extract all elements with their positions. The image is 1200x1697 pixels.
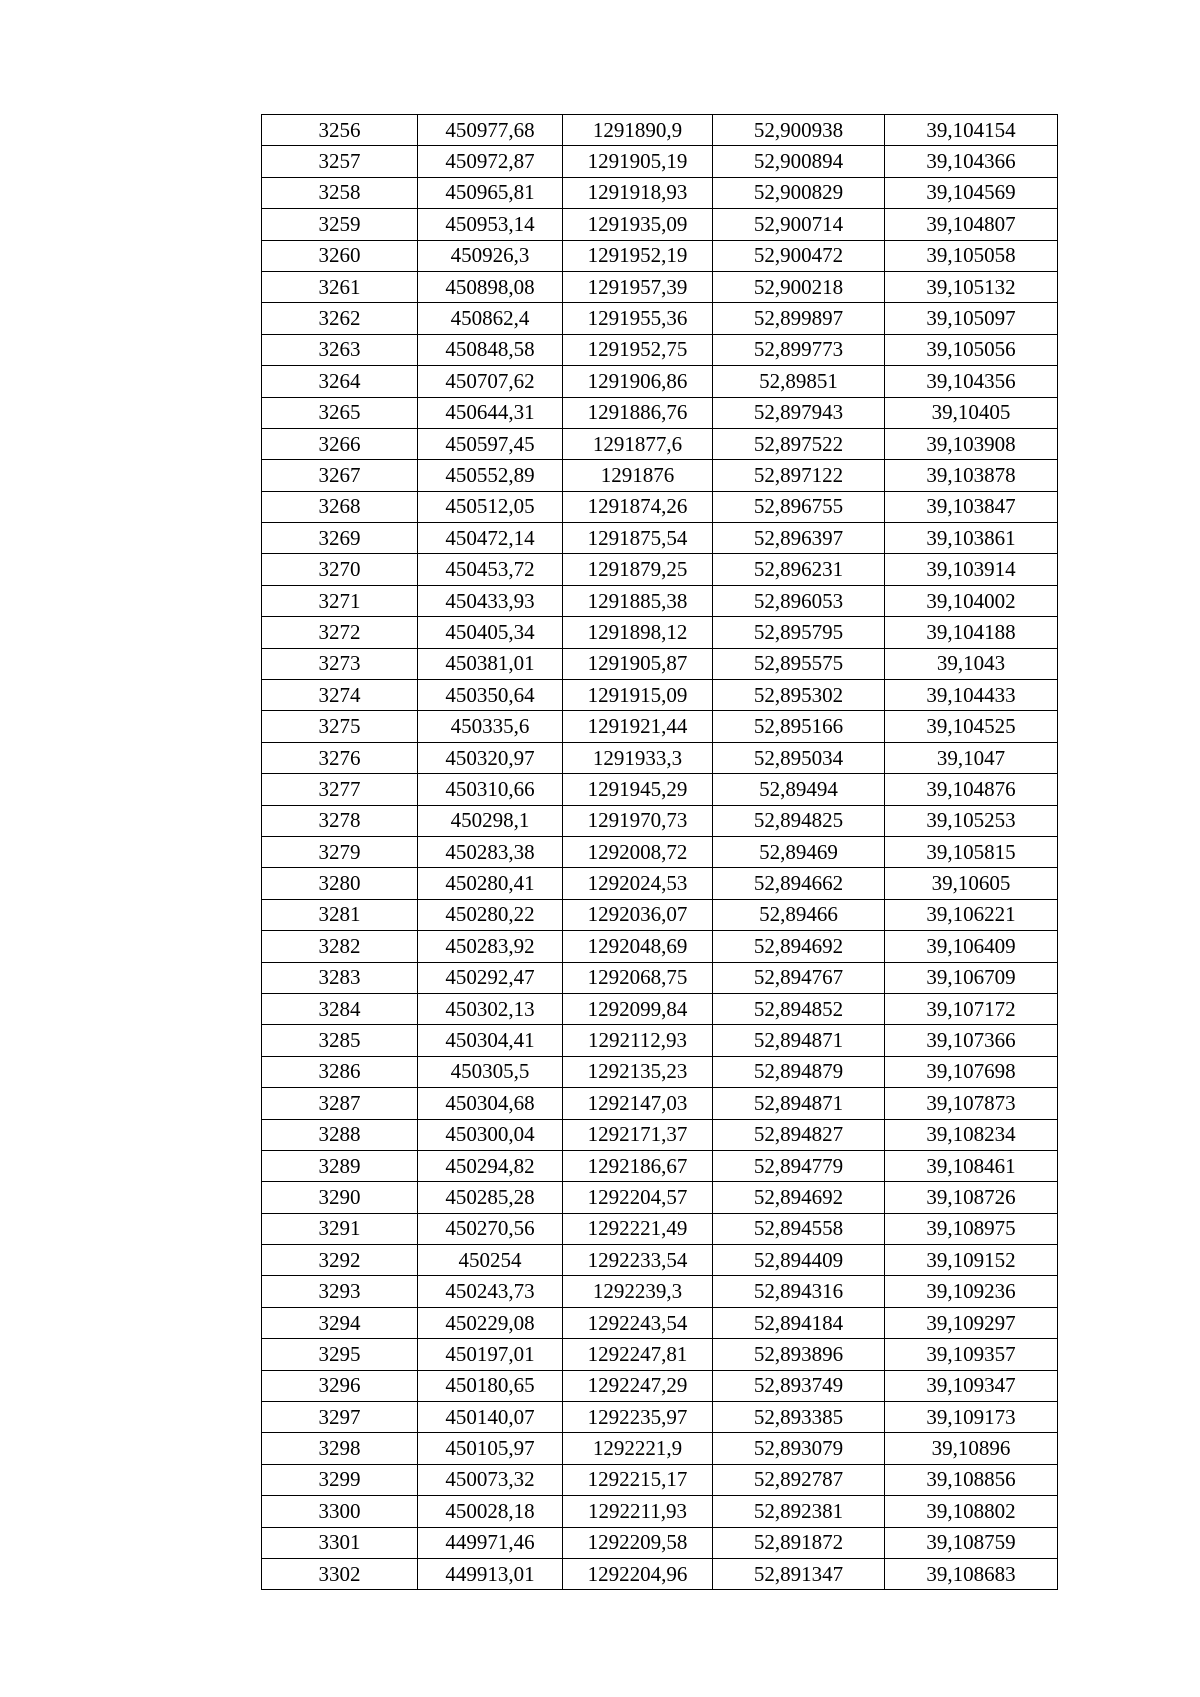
latitude-cell: 52,894767 <box>713 962 885 993</box>
y-coordinate-cell: 1292215,17 <box>563 1464 713 1495</box>
table-row <box>262 1402 1058 1433</box>
x-coordinate-cell: 450304,41 <box>418 1025 563 1056</box>
y-coordinate-cell: 1292112,93 <box>563 1025 713 1056</box>
point-number-cell: 3295 <box>262 1339 418 1370</box>
x-coordinate-cell: 449913,01 <box>418 1558 563 1589</box>
x-coordinate-cell: 450105,97 <box>418 1433 563 1464</box>
point-number-cell: 3285 <box>262 1025 418 1056</box>
latitude-cell: 52,894871 <box>713 1025 885 1056</box>
x-coordinate-cell: 450280,41 <box>418 868 563 899</box>
table-row <box>262 271 1058 302</box>
table-row <box>262 1339 1058 1370</box>
x-coordinate-cell: 450285,28 <box>418 1182 563 1213</box>
latitude-cell: 52,894825 <box>713 805 885 836</box>
longitude-cell: 39,103914 <box>885 554 1058 585</box>
table-row <box>262 397 1058 428</box>
point-number-cell: 3302 <box>262 1558 418 1589</box>
y-coordinate-cell: 1292135,23 <box>563 1056 713 1087</box>
longitude-cell: 39,106709 <box>885 962 1058 993</box>
x-coordinate-cell: 450977,68 <box>418 115 563 146</box>
y-coordinate-cell: 1292008,72 <box>563 836 713 867</box>
longitude-cell: 39,104002 <box>885 585 1058 616</box>
y-coordinate-cell: 1291970,73 <box>563 805 713 836</box>
point-number-cell: 3280 <box>262 868 418 899</box>
latitude-cell: 52,891872 <box>713 1527 885 1558</box>
table-row <box>262 1307 1058 1338</box>
y-coordinate-cell: 1292068,75 <box>563 962 713 993</box>
longitude-cell: 39,103847 <box>885 491 1058 522</box>
y-coordinate-cell: 1292239,3 <box>563 1276 713 1307</box>
longitude-cell: 39,104154 <box>885 115 1058 146</box>
longitude-cell: 39,109152 <box>885 1245 1058 1276</box>
point-number-cell: 3256 <box>262 115 418 146</box>
latitude-cell: 52,895795 <box>713 617 885 648</box>
longitude-cell: 39,108683 <box>885 1558 1058 1589</box>
latitude-cell: 52,895034 <box>713 742 885 773</box>
x-coordinate-cell: 450350,64 <box>418 680 563 711</box>
latitude-cell: 52,897522 <box>713 428 885 459</box>
table-row <box>262 993 1058 1024</box>
table-row <box>262 680 1058 711</box>
latitude-cell: 52,89466 <box>713 899 885 930</box>
latitude-cell: 52,896755 <box>713 491 885 522</box>
x-coordinate-cell: 449971,46 <box>418 1527 563 1558</box>
table-row <box>262 962 1058 993</box>
y-coordinate-cell: 1292036,07 <box>563 899 713 930</box>
y-coordinate-cell: 1291879,25 <box>563 554 713 585</box>
table-row <box>262 1527 1058 1558</box>
point-number-cell: 3262 <box>262 303 418 334</box>
latitude-cell: 52,896053 <box>713 585 885 616</box>
longitude-cell: 39,106409 <box>885 931 1058 962</box>
table-row <box>262 1370 1058 1401</box>
table-row <box>262 240 1058 271</box>
latitude-cell: 52,900218 <box>713 271 885 302</box>
point-number-cell: 3269 <box>262 523 418 554</box>
latitude-cell: 52,894184 <box>713 1307 885 1338</box>
longitude-cell: 39,108234 <box>885 1119 1058 1150</box>
y-coordinate-cell: 1291955,36 <box>563 303 713 334</box>
point-number-cell: 3289 <box>262 1150 418 1181</box>
table-row <box>262 868 1058 899</box>
point-number-cell: 3259 <box>262 209 418 240</box>
table-row <box>262 554 1058 585</box>
x-coordinate-cell: 450073,32 <box>418 1464 563 1495</box>
latitude-cell: 52,899897 <box>713 303 885 334</box>
x-coordinate-cell: 450310,66 <box>418 774 563 805</box>
table-row <box>262 1276 1058 1307</box>
table-row <box>262 1119 1058 1150</box>
x-coordinate-cell: 450280,22 <box>418 899 563 930</box>
longitude-cell: 39,10405 <box>885 397 1058 428</box>
x-coordinate-cell: 450283,38 <box>418 836 563 867</box>
y-coordinate-cell: 1291933,3 <box>563 742 713 773</box>
point-number-cell: 3258 <box>262 177 418 208</box>
coordinates-table <box>261 114 1058 1590</box>
x-coordinate-cell: 450292,47 <box>418 962 563 993</box>
y-coordinate-cell: 1291898,12 <box>563 617 713 648</box>
table-row <box>262 1025 1058 1056</box>
point-number-cell: 3300 <box>262 1496 418 1527</box>
table-row <box>262 303 1058 334</box>
latitude-cell: 52,894692 <box>713 931 885 962</box>
y-coordinate-cell: 1292209,58 <box>563 1527 713 1558</box>
latitude-cell: 52,900472 <box>713 240 885 271</box>
point-number-cell: 3274 <box>262 680 418 711</box>
latitude-cell: 52,893079 <box>713 1433 885 1464</box>
y-coordinate-cell: 1291905,19 <box>563 146 713 177</box>
point-number-cell: 3298 <box>262 1433 418 1464</box>
point-number-cell: 3296 <box>262 1370 418 1401</box>
longitude-cell: 39,105132 <box>885 271 1058 302</box>
latitude-cell: 52,895166 <box>713 711 885 742</box>
table-row <box>262 742 1058 773</box>
table-row <box>262 617 1058 648</box>
point-number-cell: 3284 <box>262 993 418 1024</box>
latitude-cell: 52,894316 <box>713 1276 885 1307</box>
y-coordinate-cell: 1292247,29 <box>563 1370 713 1401</box>
longitude-cell: 39,104807 <box>885 209 1058 240</box>
table-row <box>262 177 1058 208</box>
point-number-cell: 3257 <box>262 146 418 177</box>
x-coordinate-cell: 450180,65 <box>418 1370 563 1401</box>
y-coordinate-cell: 1292221,49 <box>563 1213 713 1244</box>
x-coordinate-cell: 450028,18 <box>418 1496 563 1527</box>
x-coordinate-cell: 450381,01 <box>418 648 563 679</box>
point-number-cell: 3271 <box>262 585 418 616</box>
latitude-cell: 52,900938 <box>713 115 885 146</box>
table-row <box>262 146 1058 177</box>
y-coordinate-cell: 1292233,54 <box>563 1245 713 1276</box>
longitude-cell: 39,106221 <box>885 899 1058 930</box>
y-coordinate-cell: 1292024,53 <box>563 868 713 899</box>
latitude-cell: 52,89469 <box>713 836 885 867</box>
latitude-cell: 52,897122 <box>713 460 885 491</box>
latitude-cell: 52,894879 <box>713 1056 885 1087</box>
latitude-cell: 52,895302 <box>713 680 885 711</box>
longitude-cell: 39,105058 <box>885 240 1058 271</box>
x-coordinate-cell: 450862,4 <box>418 303 563 334</box>
x-coordinate-cell: 450229,08 <box>418 1307 563 1338</box>
point-number-cell: 3291 <box>262 1213 418 1244</box>
y-coordinate-cell: 1291890,9 <box>563 115 713 146</box>
point-number-cell: 3270 <box>262 554 418 585</box>
x-coordinate-cell: 450972,87 <box>418 146 563 177</box>
y-coordinate-cell: 1291875,54 <box>563 523 713 554</box>
latitude-cell: 52,892787 <box>713 1464 885 1495</box>
y-coordinate-cell: 1291918,93 <box>563 177 713 208</box>
point-number-cell: 3281 <box>262 899 418 930</box>
y-coordinate-cell: 1292204,57 <box>563 1182 713 1213</box>
latitude-cell: 52,893896 <box>713 1339 885 1370</box>
x-coordinate-cell: 450405,34 <box>418 617 563 648</box>
x-coordinate-cell: 450472,14 <box>418 523 563 554</box>
point-number-cell: 3260 <box>262 240 418 271</box>
y-coordinate-cell: 1292147,03 <box>563 1088 713 1119</box>
latitude-cell: 52,894852 <box>713 993 885 1024</box>
longitude-cell: 39,103861 <box>885 523 1058 554</box>
y-coordinate-cell: 1292204,96 <box>563 1558 713 1589</box>
latitude-cell: 52,893385 <box>713 1402 885 1433</box>
y-coordinate-cell: 1292171,37 <box>563 1119 713 1150</box>
point-number-cell: 3263 <box>262 334 418 365</box>
longitude-cell: 39,107873 <box>885 1088 1058 1119</box>
x-coordinate-cell: 450283,92 <box>418 931 563 962</box>
latitude-cell: 52,891347 <box>713 1558 885 1589</box>
point-number-cell: 3264 <box>262 366 418 397</box>
table-row <box>262 931 1058 962</box>
point-number-cell: 3279 <box>262 836 418 867</box>
table-row <box>262 115 1058 146</box>
y-coordinate-cell: 1292211,93 <box>563 1496 713 1527</box>
table-row <box>262 711 1058 742</box>
x-coordinate-cell: 450320,97 <box>418 742 563 773</box>
latitude-cell: 52,894779 <box>713 1150 885 1181</box>
table-row <box>262 1150 1058 1181</box>
x-coordinate-cell: 450953,14 <box>418 209 563 240</box>
latitude-cell: 52,89851 <box>713 366 885 397</box>
table-row <box>262 836 1058 867</box>
latitude-cell: 52,897943 <box>713 397 885 428</box>
point-number-cell: 3294 <box>262 1307 418 1338</box>
latitude-cell: 52,894692 <box>713 1182 885 1213</box>
x-coordinate-cell: 450140,07 <box>418 1402 563 1433</box>
table-row <box>262 334 1058 365</box>
longitude-cell: 39,107172 <box>885 993 1058 1024</box>
longitude-cell: 39,108726 <box>885 1182 1058 1213</box>
point-number-cell: 3277 <box>262 774 418 805</box>
y-coordinate-cell: 1291952,19 <box>563 240 713 271</box>
y-coordinate-cell: 1291877,6 <box>563 428 713 459</box>
x-coordinate-cell: 450644,31 <box>418 397 563 428</box>
table-row <box>262 774 1058 805</box>
longitude-cell: 39,104433 <box>885 680 1058 711</box>
point-number-cell: 3265 <box>262 397 418 428</box>
x-coordinate-cell: 450512,05 <box>418 491 563 522</box>
table-row <box>262 1433 1058 1464</box>
table-row <box>262 585 1058 616</box>
x-coordinate-cell: 450453,72 <box>418 554 563 585</box>
point-number-cell: 3282 <box>262 931 418 962</box>
x-coordinate-cell: 450298,1 <box>418 805 563 836</box>
longitude-cell: 39,109297 <box>885 1307 1058 1338</box>
latitude-cell: 52,900714 <box>713 209 885 240</box>
y-coordinate-cell: 1291952,75 <box>563 334 713 365</box>
longitude-cell: 39,1047 <box>885 742 1058 773</box>
longitude-cell: 39,104876 <box>885 774 1058 805</box>
y-coordinate-cell: 1291957,39 <box>563 271 713 302</box>
y-coordinate-cell: 1291886,76 <box>563 397 713 428</box>
y-coordinate-cell: 1292221,9 <box>563 1433 713 1464</box>
point-number-cell: 3290 <box>262 1182 418 1213</box>
longitude-cell: 39,105056 <box>885 334 1058 365</box>
table-row <box>262 428 1058 459</box>
table-row <box>262 209 1058 240</box>
longitude-cell: 39,107698 <box>885 1056 1058 1087</box>
table-row <box>262 1213 1058 1244</box>
longitude-cell: 39,105253 <box>885 805 1058 836</box>
x-coordinate-cell: 450300,04 <box>418 1119 563 1150</box>
point-number-cell: 3299 <box>262 1464 418 1495</box>
table-row <box>262 1496 1058 1527</box>
x-coordinate-cell: 450898,08 <box>418 271 563 302</box>
y-coordinate-cell: 1292186,67 <box>563 1150 713 1181</box>
x-coordinate-cell: 450707,62 <box>418 366 563 397</box>
latitude-cell: 52,900894 <box>713 146 885 177</box>
y-coordinate-cell: 1291874,26 <box>563 491 713 522</box>
y-coordinate-cell: 1291935,09 <box>563 209 713 240</box>
x-coordinate-cell: 450552,89 <box>418 460 563 491</box>
latitude-cell: 52,894558 <box>713 1213 885 1244</box>
x-coordinate-cell: 450270,56 <box>418 1213 563 1244</box>
point-number-cell: 3275 <box>262 711 418 742</box>
table-row <box>262 1182 1058 1213</box>
y-coordinate-cell: 1291885,38 <box>563 585 713 616</box>
latitude-cell: 52,894871 <box>713 1088 885 1119</box>
table-row <box>262 523 1058 554</box>
longitude-cell: 39,109357 <box>885 1339 1058 1370</box>
x-coordinate-cell: 450335,6 <box>418 711 563 742</box>
x-coordinate-cell: 450304,68 <box>418 1088 563 1119</box>
x-coordinate-cell: 450243,73 <box>418 1276 563 1307</box>
longitude-cell: 39,109347 <box>885 1370 1058 1401</box>
longitude-cell: 39,105097 <box>885 303 1058 334</box>
latitude-cell: 52,894409 <box>713 1245 885 1276</box>
latitude-cell: 52,900829 <box>713 177 885 208</box>
point-number-cell: 3273 <box>262 648 418 679</box>
latitude-cell: 52,896397 <box>713 523 885 554</box>
table-row <box>262 1245 1058 1276</box>
point-number-cell: 3288 <box>262 1119 418 1150</box>
longitude-cell: 39,104366 <box>885 146 1058 177</box>
y-coordinate-cell: 1291921,44 <box>563 711 713 742</box>
x-coordinate-cell: 450305,5 <box>418 1056 563 1087</box>
longitude-cell: 39,108802 <box>885 1496 1058 1527</box>
longitude-cell: 39,104356 <box>885 366 1058 397</box>
point-number-cell: 3261 <box>262 271 418 302</box>
x-coordinate-cell: 450965,81 <box>418 177 563 208</box>
latitude-cell: 52,894827 <box>713 1119 885 1150</box>
y-coordinate-cell: 1291915,09 <box>563 680 713 711</box>
point-number-cell: 3266 <box>262 428 418 459</box>
y-coordinate-cell: 1291906,86 <box>563 366 713 397</box>
table-row <box>262 366 1058 397</box>
longitude-cell: 39,105815 <box>885 836 1058 867</box>
x-coordinate-cell: 450197,01 <box>418 1339 563 1370</box>
longitude-cell: 39,103908 <box>885 428 1058 459</box>
table-row <box>262 899 1058 930</box>
longitude-cell: 39,109173 <box>885 1402 1058 1433</box>
y-coordinate-cell: 1292243,54 <box>563 1307 713 1338</box>
latitude-cell: 52,893749 <box>713 1370 885 1401</box>
y-coordinate-cell: 1291945,29 <box>563 774 713 805</box>
longitude-cell: 39,107366 <box>885 1025 1058 1056</box>
latitude-cell: 52,892381 <box>713 1496 885 1527</box>
coordinates-table-body <box>262 115 1058 1590</box>
point-number-cell: 3292 <box>262 1245 418 1276</box>
longitude-cell: 39,108461 <box>885 1150 1058 1181</box>
point-number-cell: 3301 <box>262 1527 418 1558</box>
longitude-cell: 39,1043 <box>885 648 1058 679</box>
table-row <box>262 805 1058 836</box>
longitude-cell: 39,104569 <box>885 177 1058 208</box>
y-coordinate-cell: 1292235,97 <box>563 1402 713 1433</box>
y-coordinate-cell: 1292099,84 <box>563 993 713 1024</box>
latitude-cell: 52,896231 <box>713 554 885 585</box>
longitude-cell: 39,103878 <box>885 460 1058 491</box>
latitude-cell: 52,89494 <box>713 774 885 805</box>
point-number-cell: 3286 <box>262 1056 418 1087</box>
point-number-cell: 3267 <box>262 460 418 491</box>
point-number-cell: 3287 <box>262 1088 418 1119</box>
longitude-cell: 39,108759 <box>885 1527 1058 1558</box>
y-coordinate-cell: 1291876 <box>563 460 713 491</box>
table-row <box>262 648 1058 679</box>
point-number-cell: 3272 <box>262 617 418 648</box>
x-coordinate-cell: 450294,82 <box>418 1150 563 1181</box>
x-coordinate-cell: 450302,13 <box>418 993 563 1024</box>
x-coordinate-cell: 450848,58 <box>418 334 563 365</box>
x-coordinate-cell: 450926,3 <box>418 240 563 271</box>
y-coordinate-cell: 1292247,81 <box>563 1339 713 1370</box>
table-row <box>262 1088 1058 1119</box>
table-row <box>262 1464 1058 1495</box>
table-row <box>262 1558 1058 1589</box>
table-row <box>262 1056 1058 1087</box>
longitude-cell: 39,104188 <box>885 617 1058 648</box>
x-coordinate-cell: 450433,93 <box>418 585 563 616</box>
y-coordinate-cell: 1292048,69 <box>563 931 713 962</box>
table-row <box>262 491 1058 522</box>
longitude-cell: 39,104525 <box>885 711 1058 742</box>
point-number-cell: 3297 <box>262 1402 418 1433</box>
latitude-cell: 52,895575 <box>713 648 885 679</box>
latitude-cell: 52,894662 <box>713 868 885 899</box>
point-number-cell: 3268 <box>262 491 418 522</box>
point-number-cell: 3276 <box>262 742 418 773</box>
latitude-cell: 52,899773 <box>713 334 885 365</box>
point-number-cell: 3283 <box>262 962 418 993</box>
longitude-cell: 39,109236 <box>885 1276 1058 1307</box>
x-coordinate-cell: 450597,45 <box>418 428 563 459</box>
longitude-cell: 39,108856 <box>885 1464 1058 1495</box>
longitude-cell: 39,10896 <box>885 1433 1058 1464</box>
y-coordinate-cell: 1291905,87 <box>563 648 713 679</box>
longitude-cell: 39,108975 <box>885 1213 1058 1244</box>
longitude-cell: 39,10605 <box>885 868 1058 899</box>
x-coordinate-cell: 450254 <box>418 1245 563 1276</box>
point-number-cell: 3293 <box>262 1276 418 1307</box>
point-number-cell: 3278 <box>262 805 418 836</box>
table-row <box>262 460 1058 491</box>
